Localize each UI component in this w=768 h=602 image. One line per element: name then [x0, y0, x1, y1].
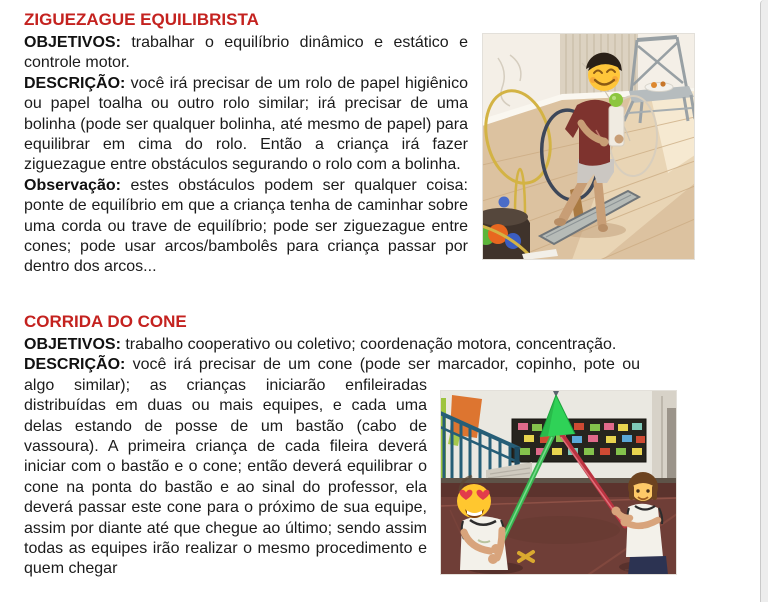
scrollbar-track[interactable]	[760, 0, 768, 602]
objetivos-label: OBJETIVOS:	[24, 335, 121, 353]
door-frame	[667, 408, 677, 482]
blue-ball	[499, 197, 510, 208]
white-tank-top	[626, 503, 663, 556]
objetivos-text: trabalho cooperativo ou coletivo; coordenação motora, concentração.	[125, 335, 617, 353]
activity-photo-cone-race	[440, 390, 677, 575]
zigzag-photo-illustration	[482, 33, 695, 260]
descricao-text: você irá precisar de um rolo de papel higiênico ou papel toalha ou outro rolo similar; irá precisar de uma bolinha (pode ser qualquer bolinha, até mesmo de papel) para equilibrar em cima do rolo. Então a criança irá fazer ziguezague entre obstáculos segurando o rolo com a bolinha.	[24, 74, 468, 174]
observacao-text: estes obstáculos podem ser qualquer coisa: ponte de equilíbrio em que a criança tenha de caminhar sobre uma corda ou trave de equilíbrio; pode ser ziguezague entre cones; pode usar arcos/bambolês para criança passar por dentro dos arcos...	[24, 176, 468, 276]
paragraph-objetivos	[24, 335, 640, 355]
plate	[645, 83, 673, 92]
paragraph-objetivos	[24, 33, 695, 74]
descricao-label: DESCRIÇÃO:	[24, 74, 126, 92]
heart-eyes-emoji-face	[457, 484, 491, 518]
green-ball	[609, 93, 623, 107]
objetivos-label: OBJETIVOS:	[24, 34, 121, 51]
section-ziguezague-equilibrista	[24, 10, 695, 278]
section-title: CORRIDA DO CONE	[24, 311, 187, 331]
observacao-label: Observação:	[24, 176, 121, 194]
descricao-text-start: você irá precisar de um cone (pode ser marcador, copinho, pote	[132, 356, 615, 374]
section-title: ZIGUEZAGUE EQUILIBRISTA	[24, 10, 259, 29]
cone-race-photo-illustration	[440, 390, 677, 575]
section-corrida-do-cone	[24, 312, 640, 580]
girl-emoji-face	[628, 472, 658, 502]
paragraph-descricao	[24, 355, 640, 579]
ball-basket	[482, 208, 530, 260]
descricao-text-rest: ou algo similar); as crianças iniciarão enfileiradas distribuídas em duas ou mais equipes, e cada uma delas estando de posse de um bastão (cabo de vassoura). A primeira criança de cada fileira deverá iniciar com o bastão e o cone; então deverá equilibrar o cone na ponta do bastão e ao sinal do professor, ela deverá passar este cone para o próximo de sua equipe, assim por diante até que chegue ao último; sendo assim todas as equipes irão realizar o mesmo procedimento e quem chegar	[24, 356, 640, 578]
objetivos-text: trabalhar o equilíbrio dinâmico e estático e controle motor.	[24, 34, 468, 72]
navy-shorts	[628, 556, 668, 575]
descricao-label: DESCRIÇÃO:	[24, 356, 126, 374]
activity-photo-zigzag	[482, 33, 695, 260]
